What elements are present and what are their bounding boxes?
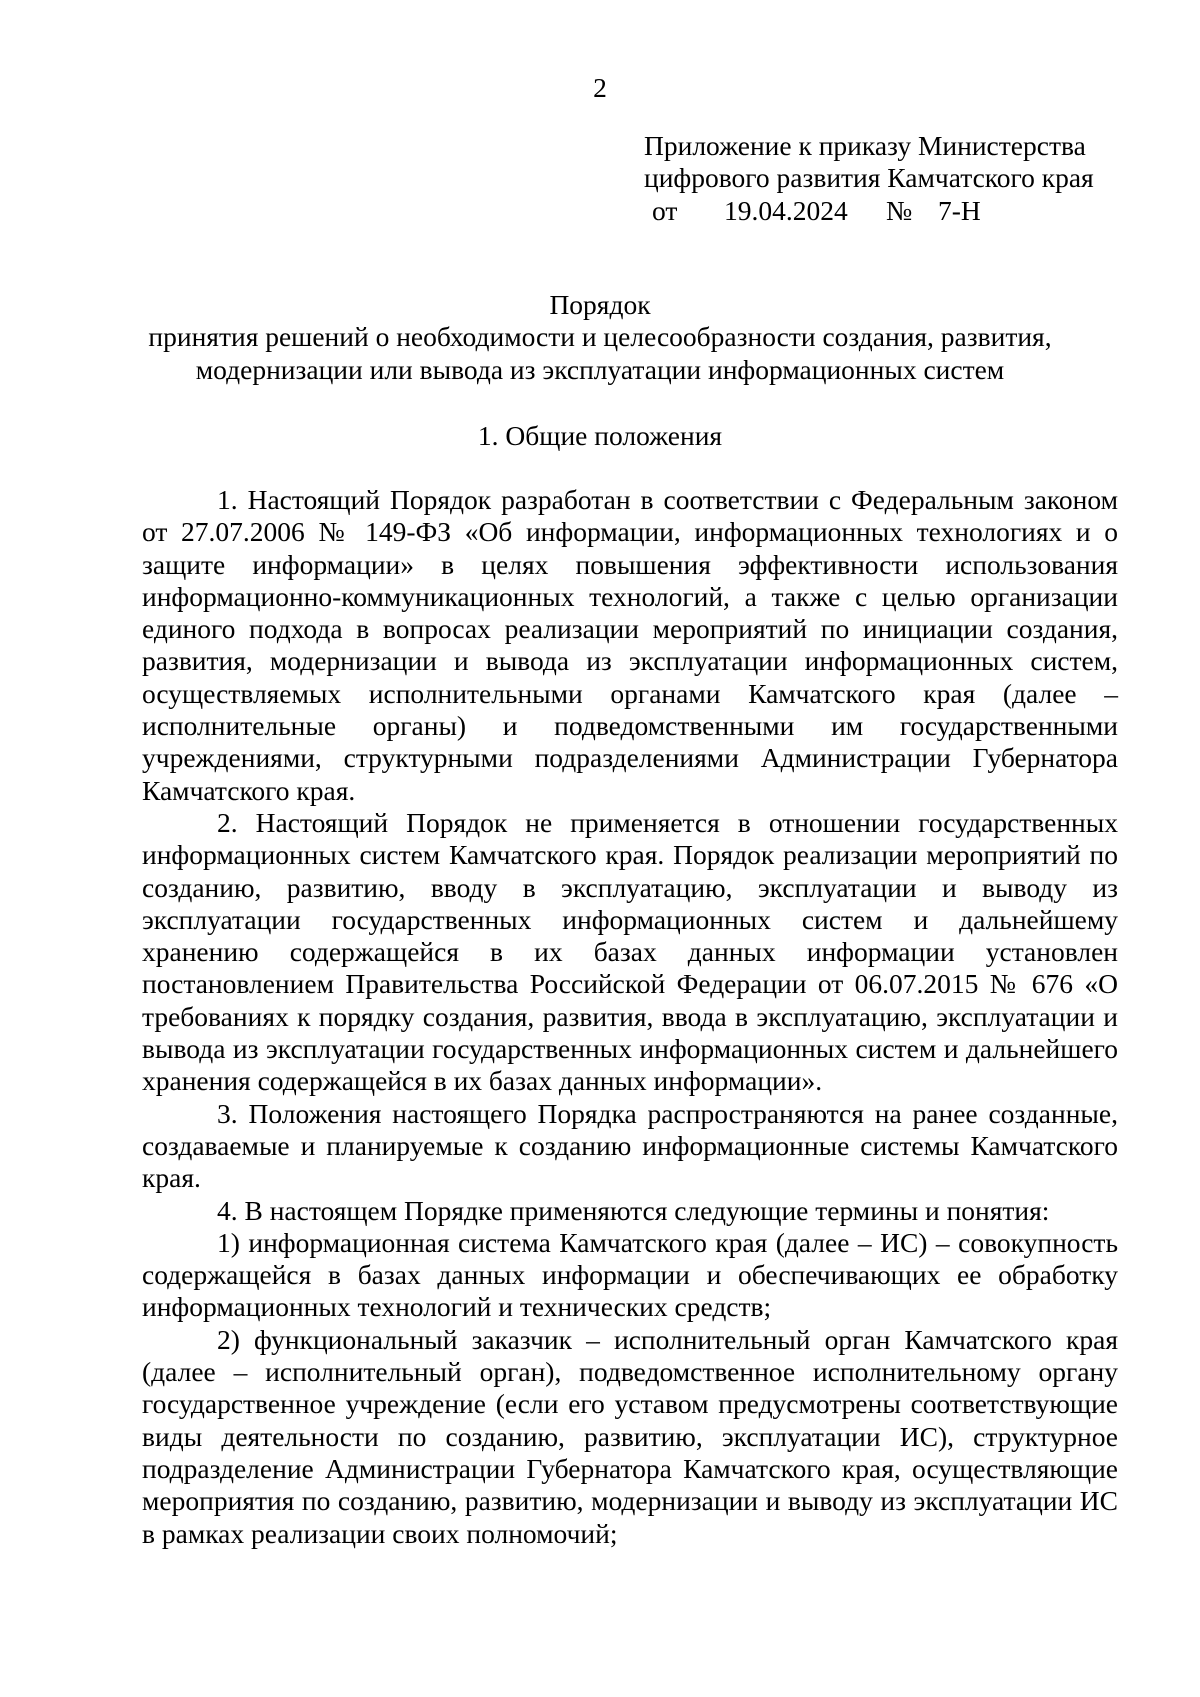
appendix-header: [644, 130, 1164, 227]
order-number: 7-Н: [938, 194, 981, 226]
appendix-line-1: Приложение к приказу Министерства: [644, 130, 1086, 161]
document-title: [60, 289, 1140, 386]
order-from-label: от: [652, 194, 678, 226]
title-line-1: принятия решений о необходимости и целесообразности создания, развития,: [148, 321, 1052, 353]
title-line-2: модернизации или вывода из эксплуатации информационных систем: [195, 353, 1005, 385]
paragraph: 1) информационная система Камчатского края (далее – ИС) – совокупность содержащейся в базах данных информации и обеспечивающих ее обработку информационных технологий и технических средств;: [142, 1226, 1118, 1323]
paragraph: 4. В настоящем Порядке применяются следующие термины и понятия:: [217, 1194, 1050, 1226]
document-body: [142, 484, 1118, 1550]
paragraph: 2. Настоящий Порядок не применяется в отношении государственных информационных систем Камчатского края. Порядок реализации мероприятий по созданию, развитию, вводу в эксплуатацию, эксплуатации и выводу из эксплуатации государственных информационных систем и дальнейшему хранению содержащейся в их базах данных информации установлен постановлением Правительства Российской Федерации от 06.07.2015 № 676 «О требованиях к порядку создания, развития, ввода в эксплуатацию, эксплуатации и вывода из эксплуатации государственных информационных систем и дальнейшего хранения содержащейся в их базах данных информации».: [142, 806, 1118, 1097]
title-heading: Порядок: [549, 289, 651, 320]
paragraph: 3. Положения настоящего Порядка распространяются на ранее созданные, создаваемые и планируемые к созданию информационные системы Камчатского края.: [142, 1097, 1118, 1194]
page-number: 2: [593, 72, 607, 103]
section-title: 1. Общие положения: [477, 420, 723, 451]
appendix-line-2: цифрового развития Камчатского края: [644, 162, 1094, 194]
paragraph: 1. Настоящий Порядок разработан в соответствии с Федеральным законом от 27.07.2006 № 149-ФЗ «Об информации, информационных технологиях и о защите информации» в целях повышения эффективности использования информационно-коммуникационных технологий, а также с целью организации единого подхода в вопросах реализации мероприятий по инициации создания, развития, модернизации и вывода из эксплуатации информационных систем, осуществляемых исполнительными органами Камчатского края (далее – исполнительные органы) и подведомственными им государственными учреждениями, структурными подразделениями Администрации Губернатора Камчатского края.: [142, 484, 1118, 806]
order-date: 19.04.2024: [724, 194, 848, 226]
order-details: [644, 195, 1164, 227]
paragraph: 2) функциональный заказчик – исполнительный орган Камчатского края (далее – исполнительный орган), подведомственное исполнительному органу государственное учреждение (если его уставом предусмотрены соответствующие виды деятельности по созданию, развитию, эксплуатации ИС), структурное подразделение Администрации Губернатора Камчатского края, осуществляющие мероприятия по созданию, развитию, модернизации и выводу из эксплуатации ИС в рамках реализации своих полномочий;: [142, 1323, 1118, 1549]
order-number-label: №: [886, 194, 913, 226]
